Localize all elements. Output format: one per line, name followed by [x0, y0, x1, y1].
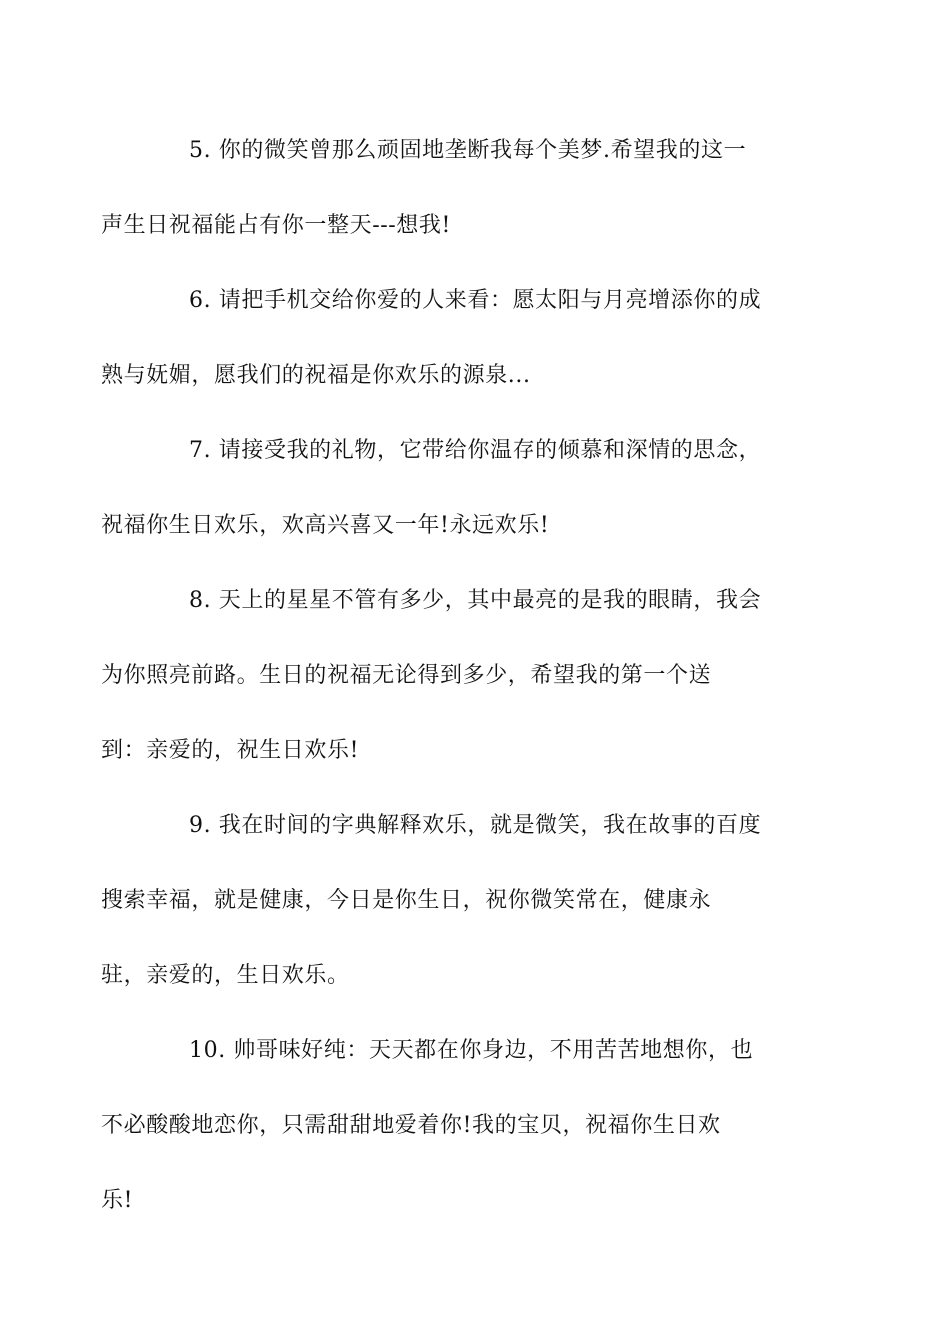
- paragraph-line: 祝福你生日欢乐，欢高兴喜又一年!永远欢乐!: [101, 513, 550, 538]
- paragraph-line: 声生日祝福能占有你一整天---想我!: [101, 213, 451, 238]
- paragraph-line: 到：亲爱的，祝生日欢乐!: [101, 738, 360, 763]
- paragraph-line: 不必酸酸地恋你，只需甜甜地爱着你!我的宝贝，祝福你生日欢: [101, 1113, 721, 1138]
- paragraph-line: 8. 天上的星星不管有多少，其中最亮的是我的眼睛，我会: [189, 588, 762, 613]
- document-body: [101, 113, 810, 1238]
- paragraph-line: 为你照亮前路。生日的祝福无论得到多少，希望我的第一个送: [101, 663, 712, 688]
- paragraph-line: 9. 我在时间的字典解释欢乐，就是微笑，我在故事的百度: [189, 813, 762, 838]
- paragraph-8: [101, 563, 810, 788]
- paragraph-line: 熟与妩媚，愿我们的祝福是你欢乐的源泉...: [101, 363, 531, 388]
- paragraph-9: [101, 788, 810, 1013]
- paragraph-5: [101, 113, 810, 263]
- paragraph-line: 5. 你的微笑曾那么顽固地垄断我每个美梦.希望我的这一: [189, 138, 747, 163]
- paragraph-10: [101, 1013, 810, 1238]
- paragraph-line: 搜索幸福，就是健康，今日是你生日，祝你微笑常在，健康永: [101, 888, 712, 913]
- paragraph-6: [101, 263, 810, 413]
- paragraph-line: 6. 请把手机交给你爱的人来看：愿太阳与月亮增添你的成: [189, 288, 762, 313]
- paragraph-line: 驻，亲爱的，生日欢乐。: [101, 963, 350, 988]
- paragraph-line: 10. 帅哥味好纯：天天都在你身边，不用苦苦地想你，也: [189, 1038, 754, 1063]
- paragraph-7: [101, 413, 810, 563]
- paragraph-line: 7. 请接受我的礼物，它带给你温存的倾慕和深情的思念，: [189, 438, 762, 463]
- paragraph-line: 乐!: [101, 1188, 134, 1213]
